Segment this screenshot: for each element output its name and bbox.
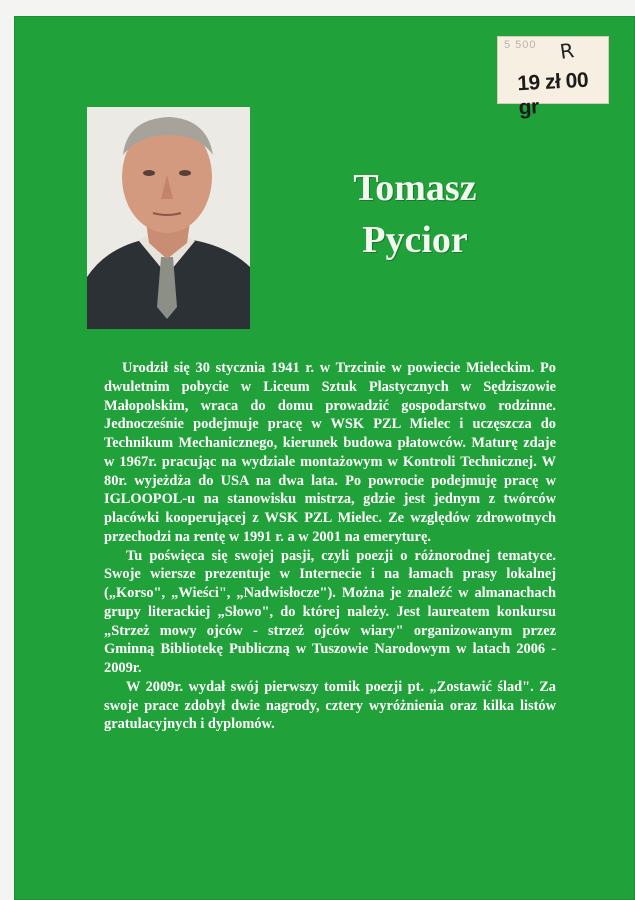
bio-paragraph: W 2009r. wydał swój pierwszy tomik poezji pt. „Zostawić ślad". Za swoje prace zdobył dwie nagrody, cztery wyróżnienia oraz kilka listów gratulacyjnych i dyplomów. — [104, 678, 556, 733]
author-biography — [104, 359, 556, 734]
price-amount: 19 zł 00 gr — [516, 68, 589, 120]
price-sticker — [497, 36, 609, 120]
author-last-name: Pycior — [362, 219, 468, 261]
author-first-name: Tomasz — [353, 167, 477, 209]
author-portrait-photo — [87, 107, 250, 329]
price-sticker-code: 5 500 — [504, 39, 537, 51]
bio-paragraph: Urodził się 30 stycznia 1941 r. w Trzcinie w powiecie Mieleckim. Po dwuletnim pobycie w Liceum Sztuk Plastycznych w Sędziszowie Małopolskim, wraca do domu prowadzić gospodarstwo rodzinne. Jednocześnie podejmuje pracę w WSK PZL Mielec i uczęszcza do Technikum Mechanicznego, kierunek budowa płatowców. Maturę zdaje w 1967r. pracując na wydziale montażowym w Kontroli Technicznej. W 80r. wyjeżdża do USA na dwa lata. Po powrocie podejmuję pracę w IGLOOPOL-u na stanowisku mistrza, gdzie jest jednym z twórców placówki kooperującej z WSK PZL Mielec. Ze względów zdrowotnych przechodzi na rentę w 1991 r. a w 2001 na emeryturę. — [104, 360, 556, 545]
price-sticker-mark: R — [558, 38, 576, 64]
portrait-illustration — [87, 107, 250, 329]
bio-paragraph: Tu poświęca się swojej pasji, czyli poezji o różnorodnej tematyce. Swoje wiersze prezentuje w Internecie i na łamach prasy lokalnej („Korso", „Wieści", „Nadwisłocze"). Można je znaleźć w almanachach grupy literackiej „Słowo", do której należy. Jest laureatem konkursu „Strzeż mowy ojców - strzeż ojców wiary" organizowanym przez Gminną Bibliotekę Publiczną w Tuszowie Narodowym w latach 2006 - 2009r. — [104, 547, 556, 676]
author-name — [290, 162, 540, 266]
